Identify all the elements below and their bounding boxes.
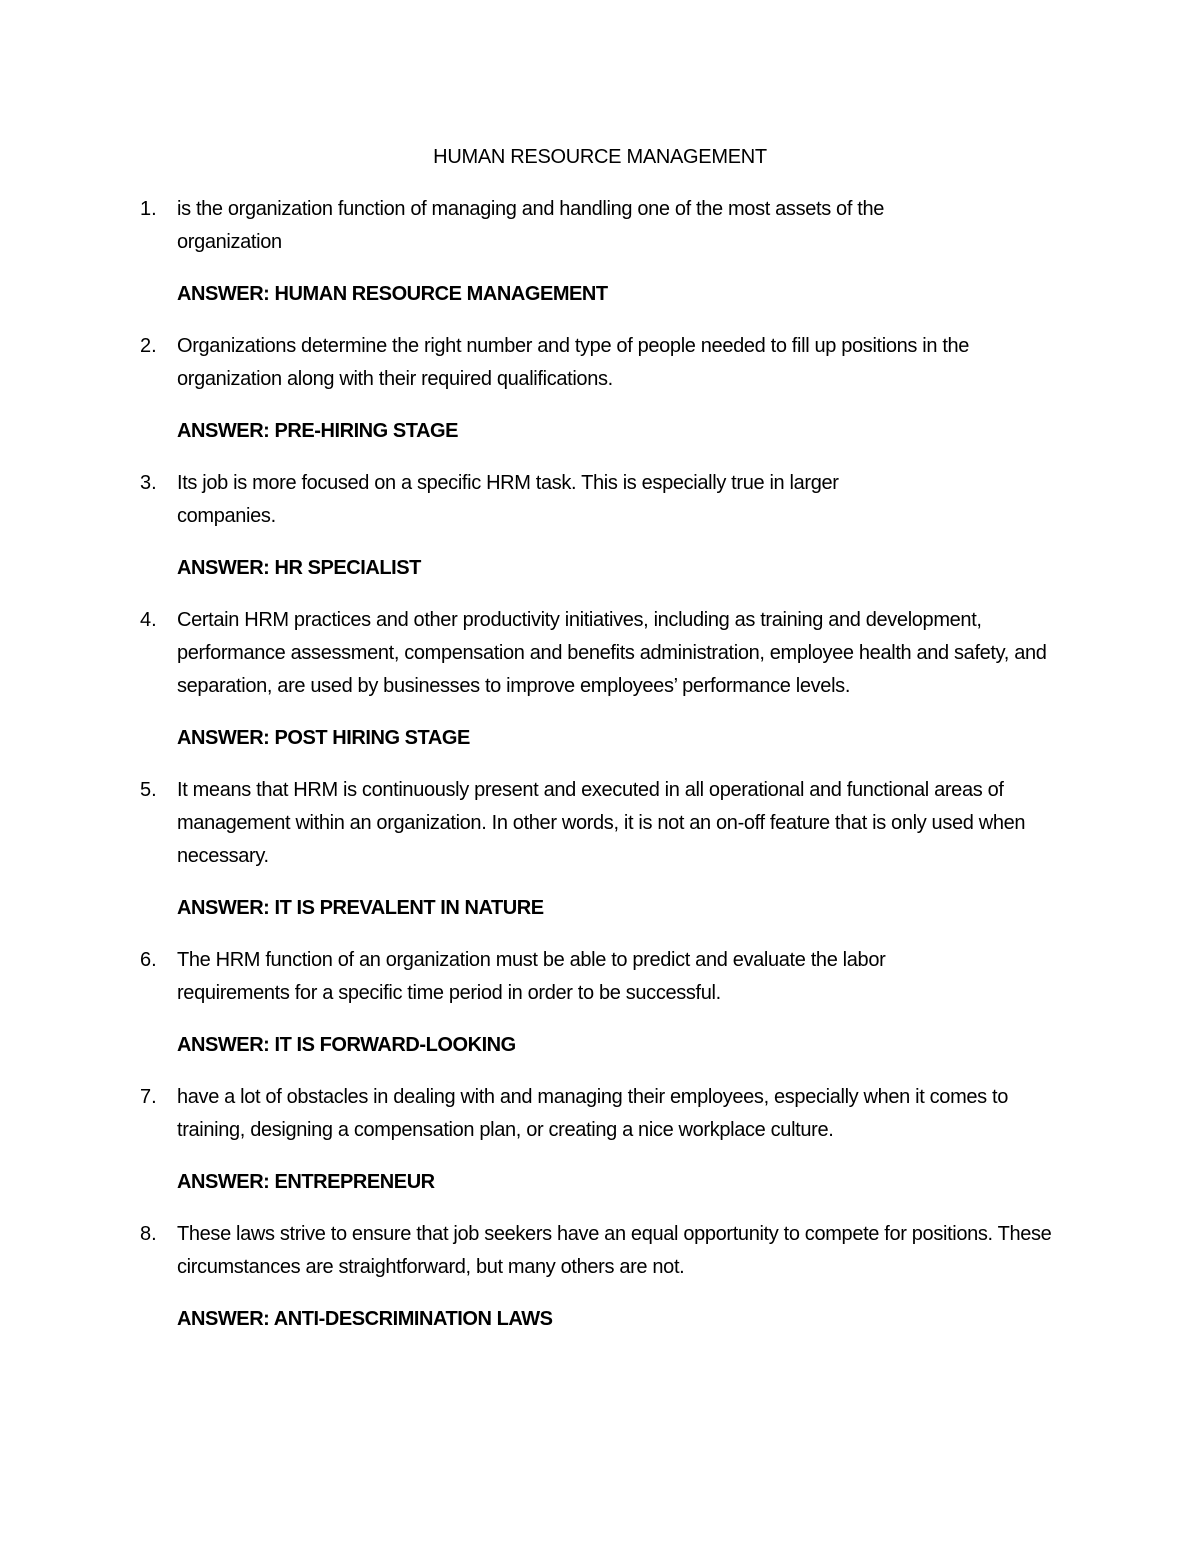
- question-item-5: [140, 774, 1060, 925]
- answer-text: ANSWER: ENTREPRENEUR: [177, 1171, 435, 1193]
- question-text: Certain HRM practices and other productivity initiatives, including as training and development, performance assessment, compensation and benefits administration, employee health and safety, and separation, are used by businesses to improve employees’ performance levels.: [177, 609, 1047, 697]
- question-list: [140, 193, 1060, 1355]
- question-number: 4.: [140, 609, 157, 631]
- answer-text: ANSWER: HUMAN RESOURCE MANAGEMENT: [177, 283, 608, 305]
- question-text: The HRM function of an organization must be able to predict and evaluate the labor requirements for a specific time period in order to be successful.: [177, 949, 886, 1004]
- question-item-1: [140, 193, 1060, 311]
- question-text: Its job is more focused on a specific HRM task. This is especially true in larger companies.: [177, 472, 839, 527]
- question-text: Organizations determine the right number and type of people needed to fill up positions in the organization along with their required qualifications.: [177, 335, 970, 390]
- answer-text: ANSWER: POST HIRING STAGE: [177, 727, 470, 749]
- answer-text: ANSWER: ANTI-DESCRIMINATION LAWS: [177, 1308, 553, 1330]
- question-item-6: [140, 944, 1060, 1062]
- question-number: 8.: [140, 1223, 157, 1245]
- question-text: It means that HRM is continuously present and executed in all operational and functional areas of management within an organization. In other words, it is not an on-off feature that is only used when necessary.: [177, 779, 1026, 867]
- document-title: HUMAN RESOURCE MANAGEMENT: [433, 146, 767, 168]
- question-item-8: [140, 1218, 1060, 1336]
- question-number: 2.: [140, 335, 157, 357]
- question-number: 1.: [140, 198, 157, 220]
- question-number: 7.: [140, 1086, 157, 1108]
- question-number: 3.: [140, 472, 157, 494]
- question-item-3: [140, 467, 1060, 585]
- question-item-2: [140, 330, 1060, 448]
- answer-text: ANSWER: IT IS FORWARD-LOOKING: [177, 1034, 516, 1056]
- answer-text: ANSWER: IT IS PREVALENT IN NATURE: [177, 897, 544, 919]
- question-number: 5.: [140, 779, 157, 801]
- question-item-4: [140, 604, 1060, 755]
- answer-text: ANSWER: PRE-HIRING STAGE: [177, 420, 459, 442]
- question-text: These laws strive to ensure that job seekers have an equal opportunity to compete for positions. These circumstances are straightforward, but many others are not.: [177, 1223, 1052, 1278]
- question-text: is the organization function of managing and handling one of the most assets of the organization: [177, 198, 884, 253]
- question-text: have a lot of obstacles in dealing with and managing their employees, especially when it comes to training, designing a compensation plan, or creating a nice workplace culture.: [177, 1086, 1008, 1141]
- answer-text: ANSWER: HR SPECIALIST: [177, 557, 421, 579]
- question-item-7: [140, 1081, 1060, 1199]
- question-number: 6.: [140, 949, 157, 971]
